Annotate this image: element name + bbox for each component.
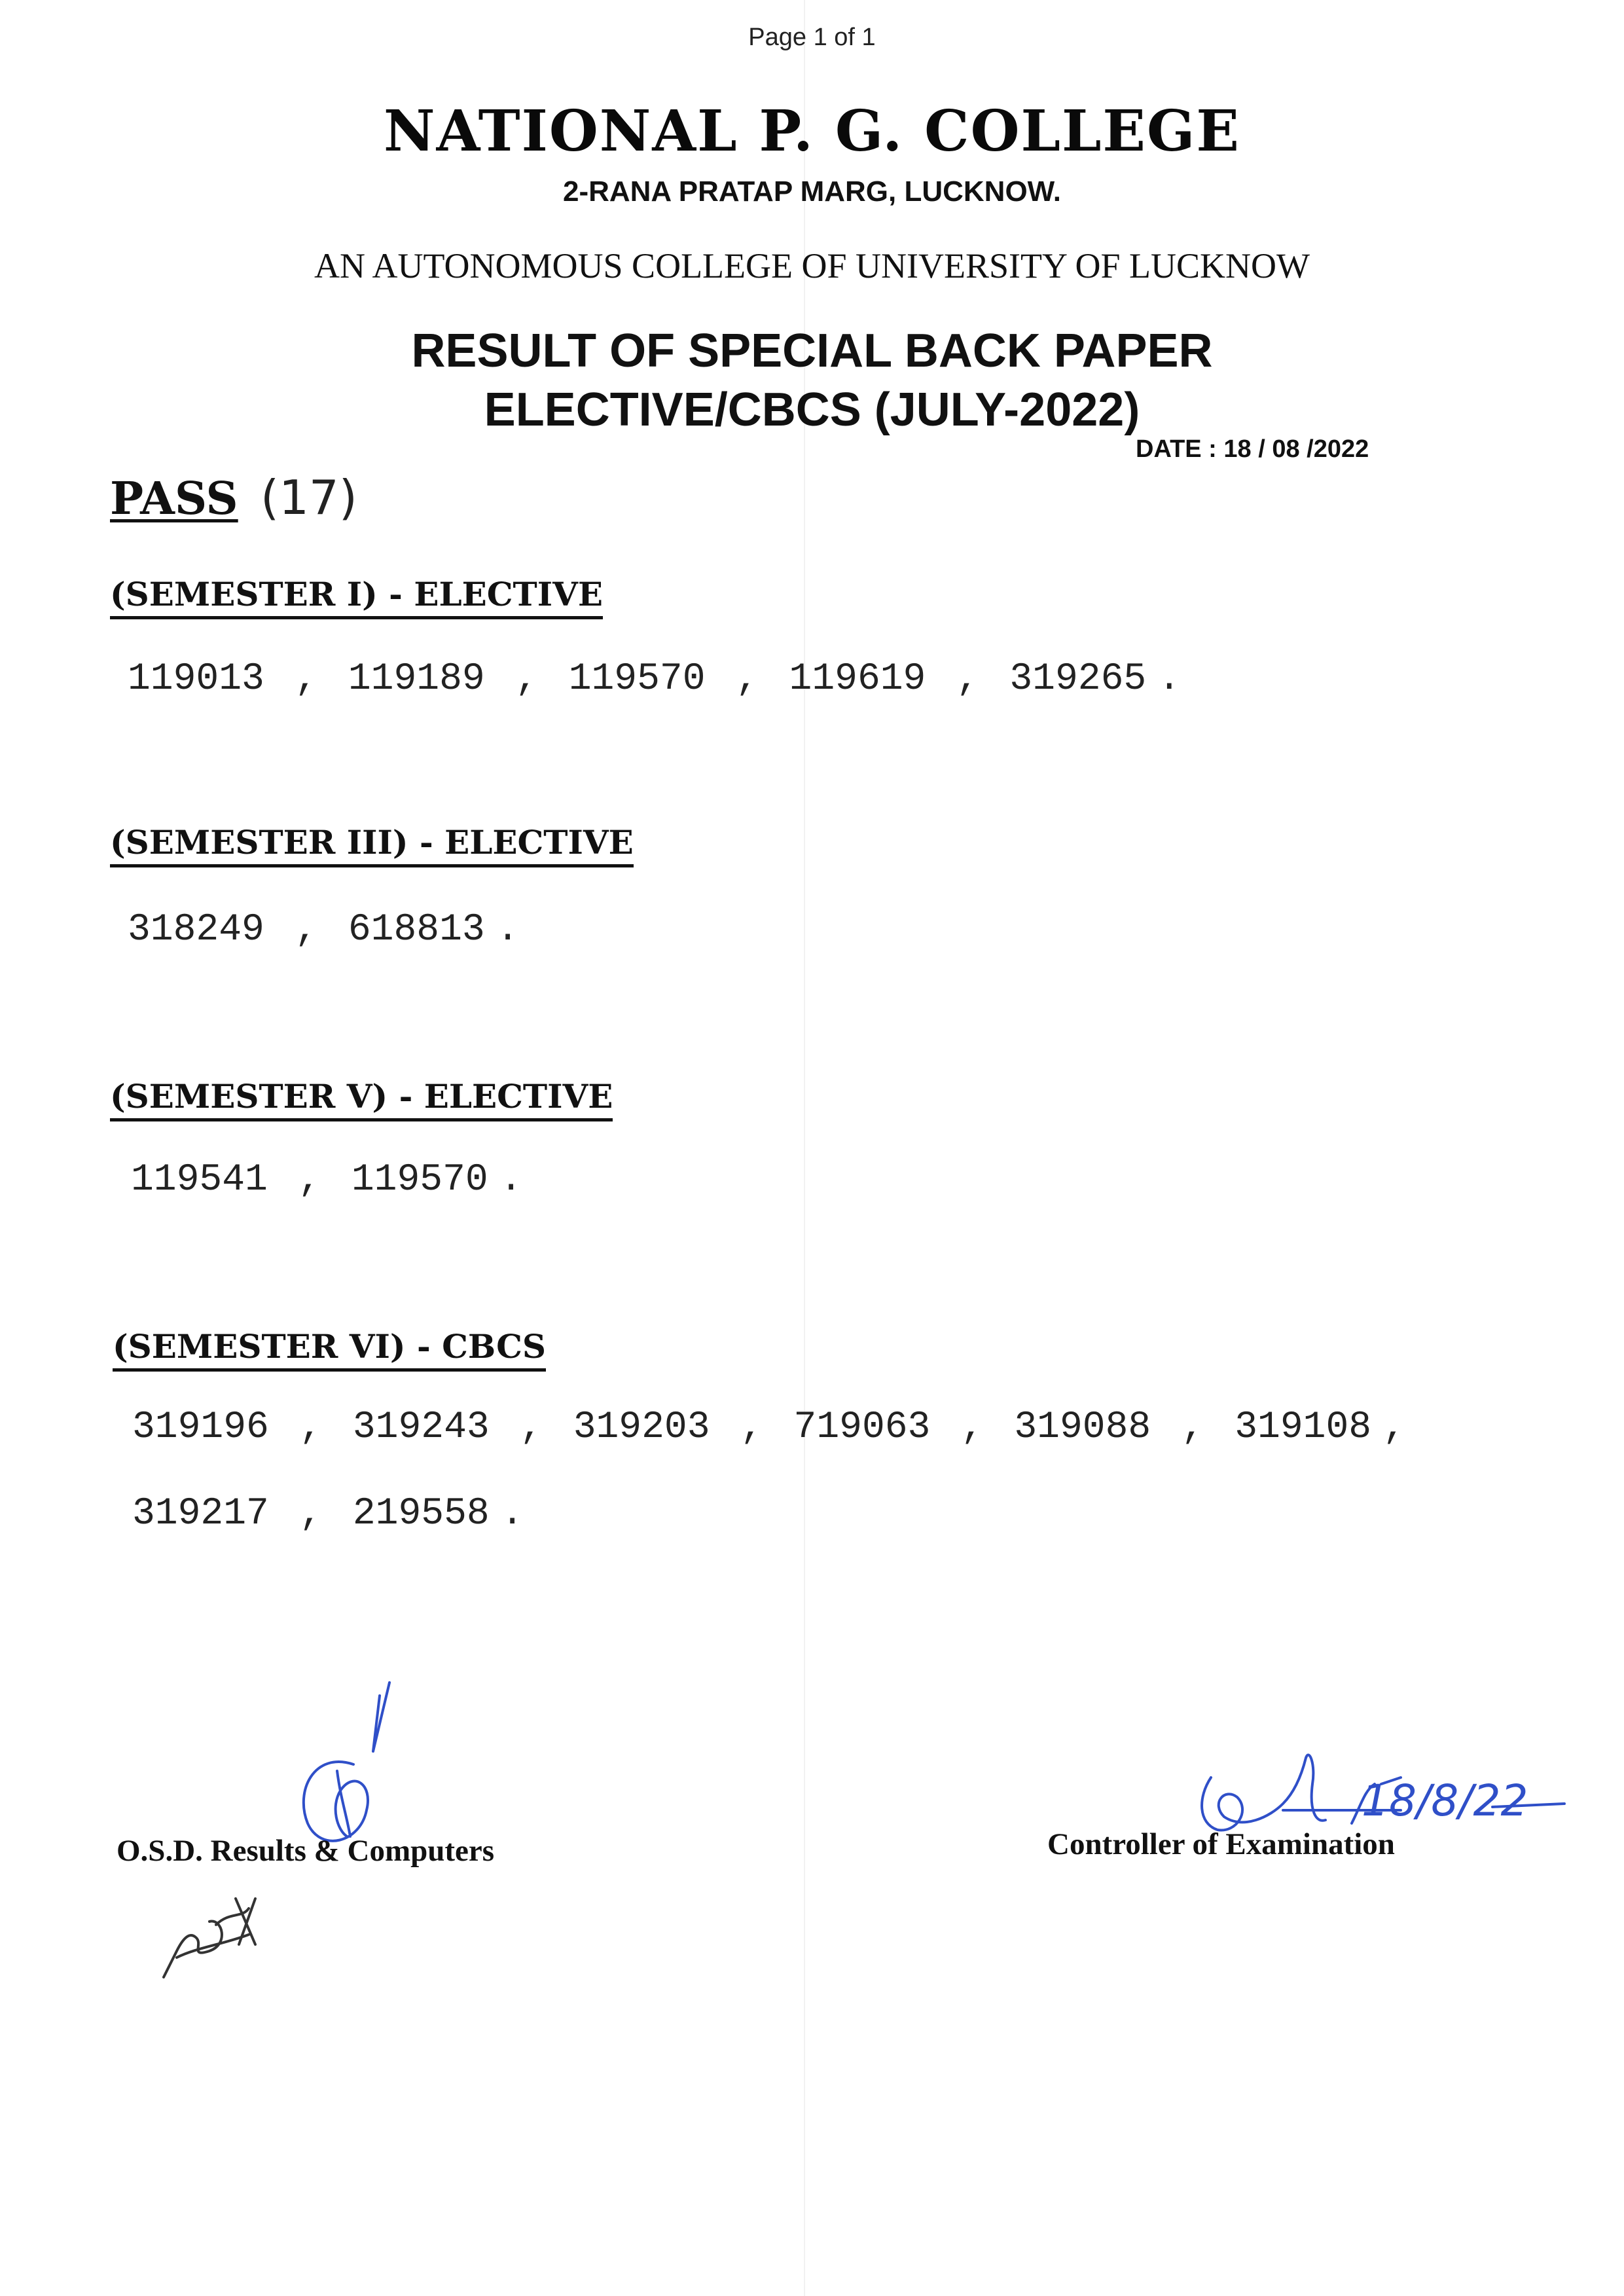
section-heading-semester-1: (SEMESTER I) - ELECTIVE [110, 575, 603, 619]
roll-list-semester-1: 119013 , 119189 , 119570 , 119619 , 319265 . [128, 658, 1181, 701]
result-date: DATE : 18 / 08 /2022 [1136, 435, 1369, 463]
roll-list-semester-6-row-2: 319217 , 219558 . [132, 1493, 524, 1535]
roll-number: 119541 [131, 1159, 268, 1201]
section-heading-semester-3: (SEMESTER III) - ELECTIVE [110, 823, 634, 867]
roll-list-semester-3: 318249 , 618813 . [128, 909, 520, 951]
roll-number: 319108 [1235, 1406, 1372, 1449]
roll-number: 319243 [352, 1406, 490, 1449]
roll-number: 719063 [793, 1406, 931, 1449]
section-heading-semester-6: (SEMESTER VI) - CBCS [113, 1327, 546, 1372]
roll-number: 119570 [568, 658, 706, 701]
roll-number: 319265 [1009, 658, 1147, 701]
roll-number: 319217 [132, 1493, 269, 1535]
roll-number: 618813 [348, 909, 485, 951]
section-heading-semester-5: (SEMESTER V) - ELECTIVE [110, 1077, 613, 1121]
result-subtitle: ELECTIVE/CBCS (JULY-2022) [484, 384, 1140, 436]
college-name: NATIONAL P. G. COLLEGE [384, 98, 1240, 164]
pass-heading: PASS [110, 473, 238, 525]
roll-list-semester-6-row-1: 319196 , 319243 , 319203 , 719063 , 319088 , 319108 , [132, 1406, 1406, 1449]
page-number: Page 1 of 1 [748, 24, 876, 51]
roll-number: 319088 [1014, 1406, 1151, 1449]
roll-number: 319196 [132, 1406, 269, 1449]
result-title: RESULT OF SPECIAL BACK PAPER [411, 325, 1213, 377]
roll-list-semester-5: 119541 , 119570 . [131, 1159, 523, 1201]
handwritten-date: 18/8/22 [1362, 1776, 1528, 1826]
osd-signature-label: O.S.D. Results & Computers [117, 1834, 495, 1868]
roll-number: 219558 [352, 1493, 490, 1535]
roll-number: 119013 [128, 658, 264, 701]
roll-number: 318249 [128, 909, 264, 951]
roll-number: 319203 [573, 1406, 710, 1449]
affiliation-line: AN AUTONOMOUS COLLEGE OF UNIVERSITY OF LUCKNOW [314, 246, 1310, 285]
roll-number: 119570 [351, 1159, 488, 1201]
handwritten-pass-count: (17) [261, 470, 357, 525]
controller-signature-label: Controller of Examination [1047, 1827, 1395, 1861]
pencil-initials [151, 1872, 268, 1984]
roll-number: 119619 [789, 658, 926, 701]
college-address: 2-RANA PRATAP MARG, LUCKNOW. [562, 175, 1062, 208]
roll-number: 119189 [348, 658, 485, 701]
